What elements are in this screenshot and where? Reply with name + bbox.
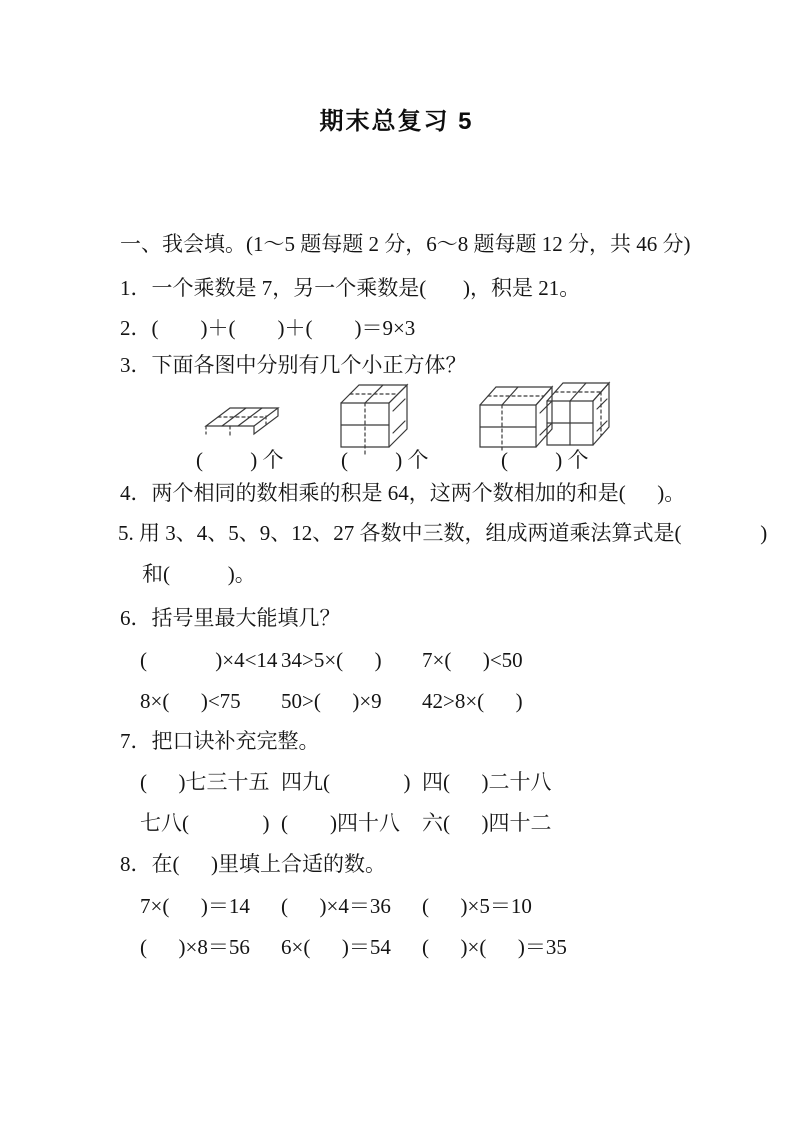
section-heading: 一、我会填。(1～5 题每题 2 分，6～8 题每题 12 分，共 46 分) xyxy=(120,232,691,256)
q8-item-4: ( )×8＝56 xyxy=(140,935,250,959)
q7-item-1: ( )七三十五 xyxy=(140,770,270,794)
q8-item-3: ( )×5＝10 xyxy=(422,894,532,918)
cube-figure-slab-icon xyxy=(196,386,296,448)
cube-figure-cuboid-right-icon xyxy=(543,375,615,457)
question-5-line-2: 和( )。 xyxy=(142,562,256,586)
q6-row-2 xyxy=(0,689,793,715)
q8-item-1: 7×( )＝14 xyxy=(140,894,250,918)
q7-item-4: 七八( ) xyxy=(140,811,270,835)
q7-item-3: 四( )二十八 xyxy=(422,770,552,794)
question-8: 8．在( )里填上合适的数。 xyxy=(120,852,386,876)
question-5-line-1: 5. 用 3、4、5、9、12、27 各数中三数，组成两道乘法算式是( ) xyxy=(118,521,768,545)
q7-row-2 xyxy=(0,811,793,837)
q6-item-5: 50>( )×9 xyxy=(281,689,382,713)
question-7: 7．把口诀补充完整。 xyxy=(120,729,320,753)
q8-row-2 xyxy=(0,935,793,961)
q3-count-row xyxy=(0,448,793,474)
q6-row-1 xyxy=(0,648,793,674)
page-title: 期末总复习 5 xyxy=(319,108,474,135)
q6-item-3: 7×( )<50 xyxy=(422,648,523,672)
q8-row-1 xyxy=(0,894,793,920)
question-6: 6．括号里最大能填几？ xyxy=(120,606,341,630)
q8-item-6: ( )×( )＝35 xyxy=(422,935,567,959)
q8-item-5: 6×( )＝54 xyxy=(281,935,391,959)
q6-item-1: ( )×4<14 xyxy=(140,648,278,672)
question-2: 2．( )＋( )＋( )＝9×3 xyxy=(120,316,416,340)
question-1: 1．一个乘数是 7，另一个乘数是( )，积是 21。 xyxy=(120,276,581,300)
question-4: 4．两个相同的数相乘的积是 64，这两个数相加的和是( )。 xyxy=(120,481,686,505)
question-3: 3．下面各图中分别有几个小正方体？ xyxy=(120,353,467,377)
q6-item-2: 34>5×( ) xyxy=(281,648,382,672)
q6-item-6: 42>8×( ) xyxy=(422,689,523,713)
q7-item-2: 四九( ) xyxy=(281,770,411,794)
cube-figure-cube-icon xyxy=(333,377,421,457)
q3-count-blank-2: ( ) 个 xyxy=(341,448,429,472)
q3-count-blank-3: ( ) 个 xyxy=(501,448,589,472)
q6-item-4: 8×( )<75 xyxy=(140,689,241,713)
q7-item-6: 六( )四十二 xyxy=(422,811,552,835)
q3-count-blank-1: ( ) 个 xyxy=(196,448,284,472)
q7-item-5: ( )四十八 xyxy=(281,811,400,835)
q8-item-2: ( )×4＝36 xyxy=(281,894,391,918)
q7-row-1 xyxy=(0,770,793,796)
